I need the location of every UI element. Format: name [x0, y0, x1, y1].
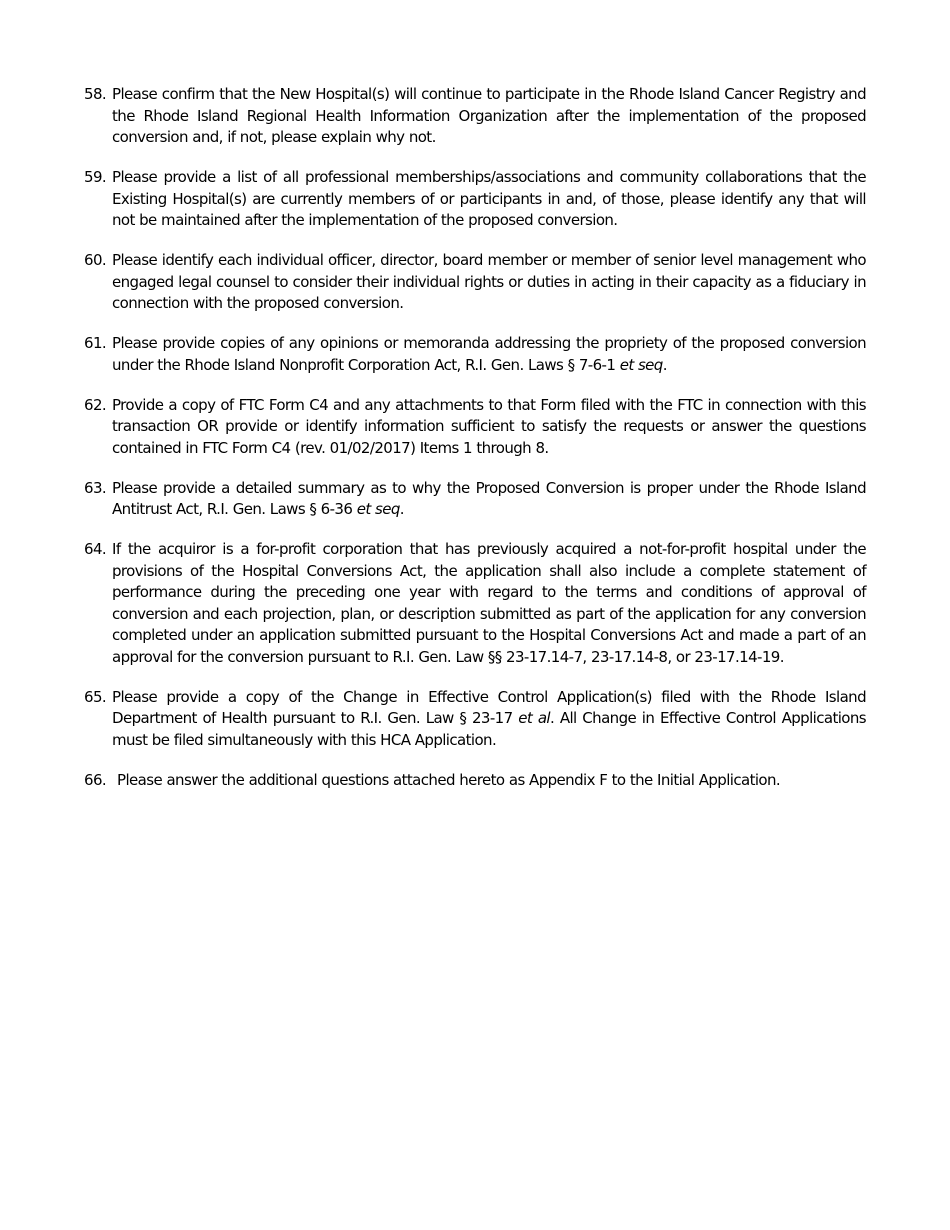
item-text — [112, 478, 866, 521]
italic-citation: et seq — [619, 355, 663, 374]
list-item — [84, 687, 866, 752]
text-segment: Please provide copies of any opinions or memoranda addressing the propriety of the proposed conversion under the Rhode Island Nonprofit Corporation Act, R.I. Gen. Laws § 7-6-1 — [112, 334, 866, 374]
question-list — [84, 84, 866, 810]
item-number: 62. — [84, 395, 107, 414]
list-item — [84, 539, 866, 668]
list-item — [84, 167, 866, 232]
item-text — [112, 84, 866, 149]
list-item — [84, 84, 866, 149]
item-text — [112, 333, 866, 376]
text-segment: . — [662, 355, 667, 374]
item-text — [112, 539, 866, 668]
text-segment: . — [399, 500, 404, 518]
text-segment: . All Change in Effective Control Applications must be filed simultaneously with this HCA Application. — [112, 709, 866, 749]
list-item — [84, 770, 866, 792]
item-number: 58. — [84, 85, 107, 103]
text-segment: Please provide a detailed summary as to why the Proposed Conversion is proper under the Rhode Island Antitrust Act, R.I. Gen. Laws § 6-36 — [112, 478, 866, 518]
item-text — [112, 687, 866, 752]
list-item — [84, 250, 866, 315]
item-number: 59. — [84, 168, 107, 186]
item-text — [112, 167, 866, 232]
text-segment: Provide a copy of FTC Form C4 and any attachments to that Form filed with the FTC in connection with this transaction OR provide or identify information sufficient to satisfy the requests or answer the questions contained in FTC Form C4 (rev. 01/02/2017) Items 1 through 8. — [112, 395, 866, 457]
item-number: 66. — [84, 770, 107, 789]
italic-citation: et seq — [356, 500, 400, 518]
item-number: 61. — [84, 334, 107, 352]
text-segment: If the acquiror is a for-profit corporation that has previously acquired a not-for-profit hospital under the provisions of the Hospital Conversions Act, the application shall also include a complete statement of performance during the preceding one year with regard to the terms and conditions of approval of conversion and each projection, plan, or description submitted as part of the application for any conversion completed under an application submitted pursuant to the Hospital Conversions Act and made a part of an approval for the conversion pursuant to R.I. Gen. Law §§ 23-17.14-7, 23-17.14-8, or 23-17.14-19. — [112, 540, 866, 666]
item-text — [112, 770, 866, 792]
text-segment: Please provide a copy of the Change in Effective Control Application(s) filed with the Rhode Island Department of Health pursuant to R.I. Gen. Law § 23-17 — [112, 687, 866, 727]
text-segment: Please identify each individual officer, director, board member or member of senior level management who engaged legal counsel to consider their individual rights or duties in acting in their capacity as a fiduciary in connection with the proposed conversion. — [112, 251, 866, 312]
text-segment: Please confirm that the New Hospital(s) will continue to participate in the Rhode Island Cancer Registry and the Rhode Island Regional Health Information Organization after the implementation of the proposed conversion and, if not, please explain why not. — [112, 85, 866, 146]
list-item — [84, 395, 866, 460]
item-number: 65. — [84, 687, 107, 706]
list-item — [84, 478, 866, 521]
item-number: 64. — [84, 540, 107, 558]
text-segment: Please answer the additional questions attached hereto as Appendix F to the Initial Application. — [117, 770, 781, 789]
item-number: 60. — [84, 251, 107, 269]
text-segment: Please provide a list of all professional memberships/associations and community collaborations that the Existing Hospital(s) are currently members of or participants in and, of those, please identify any that will not be maintained after the implementation of the proposed conversion. — [112, 168, 866, 229]
list-item — [84, 333, 866, 376]
item-text — [112, 250, 866, 315]
italic-citation: et al — [518, 709, 550, 727]
item-number: 63. — [84, 478, 107, 497]
item-text — [112, 395, 866, 460]
